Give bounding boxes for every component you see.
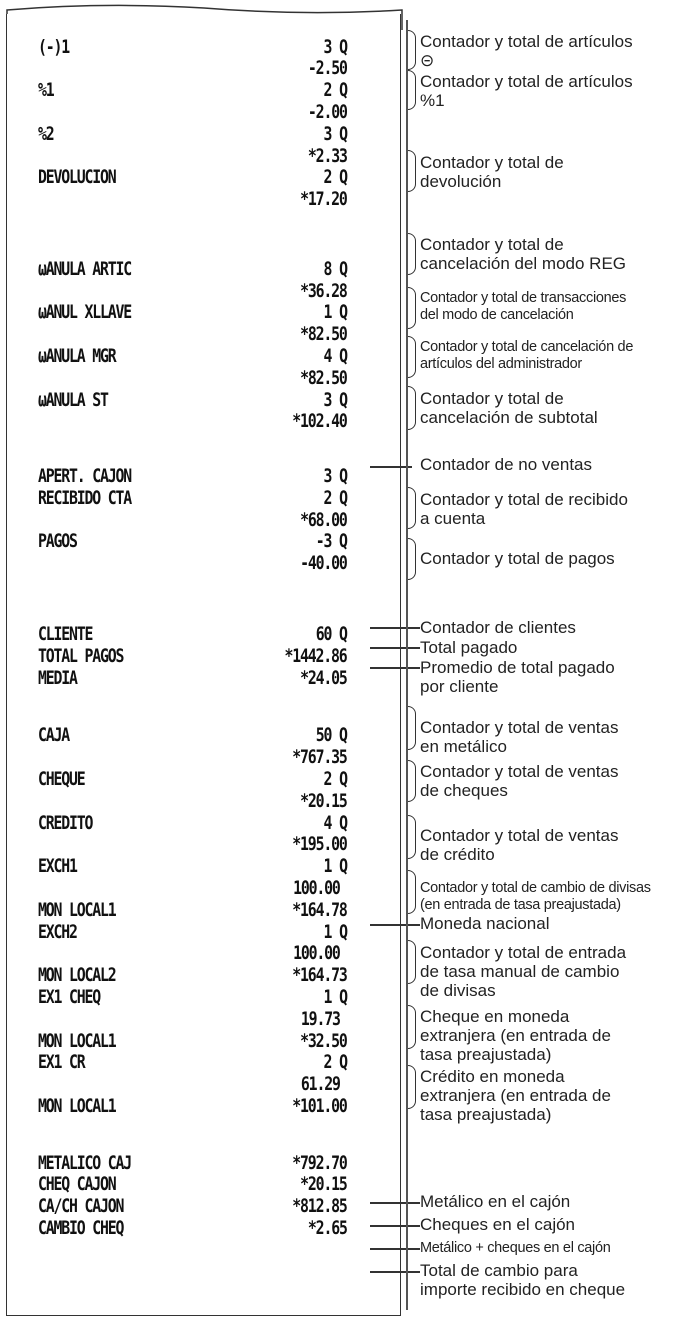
brace (408, 30, 416, 70)
receipt-amount: *32.50 (300, 1029, 347, 1052)
receipt-label: ωANULA ARTIC (38, 257, 132, 280)
receipt-amount: *20.15 (300, 789, 347, 812)
receipt-amount: *164.78 (292, 898, 347, 921)
receipt-amount: *68.00 (300, 508, 347, 531)
receipt-label: DEVOLUCION (38, 166, 116, 189)
receipt-label: %1 (38, 79, 54, 102)
receipt-count: 2 Q (323, 768, 347, 790)
receipt-count: 60 Q (315, 623, 347, 646)
receipt-label: EX1 CHEQ (38, 986, 101, 1008)
annotation: Contador y total de devolución (420, 153, 564, 191)
leader-line (370, 1202, 420, 1204)
receipt-amount: 61.29 (301, 1073, 340, 1096)
receipt-label: MON LOCAL1 (38, 898, 116, 921)
receipt-count: 1 Q (323, 920, 347, 943)
receipt-count: 1 Q (323, 301, 347, 324)
receipt-label: CREDITO (38, 811, 93, 834)
brace (408, 870, 416, 914)
receipt-amount: -2.50 (308, 57, 347, 80)
receipt-label: APERT. CAJON (38, 464, 132, 487)
receipt-amount: *17.20 (300, 188, 347, 211)
receipt-label: CAJA (38, 724, 70, 747)
receipt-label: METALICO CAJ (38, 1151, 132, 1174)
receipt-label: RECIBIDO CTA (38, 486, 132, 509)
receipt-count: 2 Q (323, 1051, 347, 1074)
receipt-label: MON LOCAL1 (38, 1029, 116, 1052)
brace (408, 336, 416, 378)
receipt-amount: *82.50 (300, 323, 347, 346)
annotation: Contador y total de entrada de tasa manual de cambio de divisas (420, 943, 627, 1000)
brace (408, 760, 416, 802)
leader-line (370, 647, 420, 649)
leader-line (370, 627, 420, 629)
annotation: Contador de clientes (420, 618, 576, 637)
annotation: Contador y total de artículos %1 (420, 72, 633, 110)
brace (408, 287, 416, 329)
leader-line (370, 924, 420, 926)
receipt-count: 2 Q (323, 166, 347, 189)
receipt-label: ωANULA MGR (38, 345, 116, 368)
brace (408, 487, 416, 529)
receipt-count: 4 Q (323, 811, 347, 834)
annotation: Total de cambio para importe recibido en cheque (420, 1261, 626, 1299)
receipt-amount: *82.50 (300, 366, 347, 389)
annotation: Cheque en moneda extranjera (en entrada de tasa preajustada) (420, 1007, 611, 1064)
leader-line (370, 667, 420, 669)
annotation: Crédito en moneda extranjera (en entrada de tasa preajustada) (420, 1067, 611, 1124)
receipt-label: CAMBIO CHEQ (38, 1217, 124, 1240)
brace (408, 1065, 416, 1109)
receipt-label: ωANUL XLLAVE (38, 301, 132, 324)
receipt-right-edge (406, 20, 408, 1310)
annotation: Contador y total de cambio de divisas (en entrada de tasa preajustada) (420, 880, 651, 913)
receipt-label: (-)1 (38, 35, 70, 58)
receipt-amount: 100.00 (293, 942, 340, 965)
receipt-label: EXCH2 (38, 920, 77, 943)
annotation: Moneda nacional (420, 914, 550, 933)
receipt-amount: *24.05 (300, 666, 347, 689)
brace (408, 233, 416, 275)
annotation: Contador y total de ventas en metálico (420, 718, 619, 756)
receipt-count: -3 Q (315, 530, 347, 553)
annotation: Contador y total de transacciones del modo de cancelación (420, 290, 627, 323)
receipt-amount: *792.70 (292, 1151, 347, 1174)
annotation: Contador y total de cancelación de subtotal (420, 389, 598, 427)
brace (408, 538, 416, 580)
brace (408, 1005, 416, 1049)
receipt-label: EX1 CR (38, 1051, 85, 1074)
leader-line (370, 1248, 420, 1250)
receipt-count: 2 Q (323, 79, 347, 102)
annotation: Contador y total de artículos ⊝ (420, 32, 633, 70)
receipt-count: 8 Q (323, 257, 347, 280)
annotation: Metálico en el cajón (420, 1192, 571, 1211)
receipt-count: 4 Q (323, 345, 347, 368)
receipt-label: CHEQUE (38, 768, 85, 790)
receipt-count: 1 Q (323, 855, 347, 878)
receipt-label: MEDIA (38, 666, 77, 689)
brace (408, 70, 416, 110)
leader-line (370, 1225, 420, 1227)
receipt-count: 3 Q (323, 464, 347, 487)
receipt-label: CA/CH CAJON (38, 1195, 124, 1218)
annotation: Contador y total de cancelación del modo REG (420, 235, 627, 273)
receipt-count: 2 Q (323, 486, 347, 509)
receipt-amount: 19.73 (301, 1007, 340, 1030)
receipt-count: 3 Q (323, 388, 347, 411)
brace (408, 386, 416, 430)
receipt-amount: 100.00 (293, 877, 340, 899)
brace (408, 940, 416, 984)
annotation: Contador y total de pagos (420, 549, 615, 568)
receipt-amount: -40.00 (300, 552, 347, 575)
receipt-label: %2 (38, 122, 54, 145)
annotation: Metálico + cheques en el cajón (420, 1240, 611, 1256)
receipt-amount: *195.00 (292, 833, 347, 856)
receipt-label: TOTAL PAGOS (38, 644, 124, 667)
receipt-amount: *20.15 (300, 1173, 347, 1196)
receipt-label: ωANULA ST (38, 388, 108, 411)
annotation: Promedio de total pagado por cliente (420, 658, 615, 696)
annotation: Contador y total de ventas de cheques (420, 762, 619, 800)
brace (408, 815, 416, 859)
receipt-count: 1 Q (323, 986, 347, 1008)
receipt-amount: *36.28 (300, 279, 347, 302)
receipt-amount: -2.00 (308, 100, 347, 123)
annotation: Contador y total de ventas de crédito (420, 826, 619, 864)
receipt-label: CLIENTE (38, 623, 93, 646)
receipt-amount: *2.65 (308, 1217, 347, 1240)
annotation: Total pagado (420, 638, 518, 657)
receipt-label: MON LOCAL2 (38, 964, 116, 987)
receipt-label: CHEQ CAJON (38, 1173, 116, 1196)
receipt-label: MON LOCAL1 (38, 1095, 116, 1117)
receipt-count: 3 Q (323, 122, 347, 145)
annotation: Contador de no ventas (420, 455, 593, 474)
receipt-count: 3 Q (323, 35, 347, 58)
annotation: Contador y total de recibido a cuenta (420, 490, 628, 528)
annotation: Cheques en el cajón (420, 1215, 576, 1234)
receipt-amount: *164.73 (292, 964, 347, 987)
receipt-amount: *812.85 (292, 1195, 347, 1218)
receipt-label: EXCH1 (38, 855, 77, 878)
receipt-amount: *1442.86 (284, 644, 347, 667)
brace (408, 706, 416, 750)
receipt-amount: *2.33 (308, 144, 347, 167)
leader-line (370, 1271, 420, 1273)
brace (408, 150, 416, 192)
receipt-amount: *767.35 (292, 746, 347, 769)
receipt-amount: *102.40 (292, 410, 347, 433)
receipt-label: PAGOS (38, 530, 77, 553)
receipt-amount: *101.00 (292, 1095, 347, 1117)
receipt-count: 50 Q (315, 724, 347, 747)
annotation: Contador y total de cancelación de artículos del administrador (420, 339, 634, 372)
